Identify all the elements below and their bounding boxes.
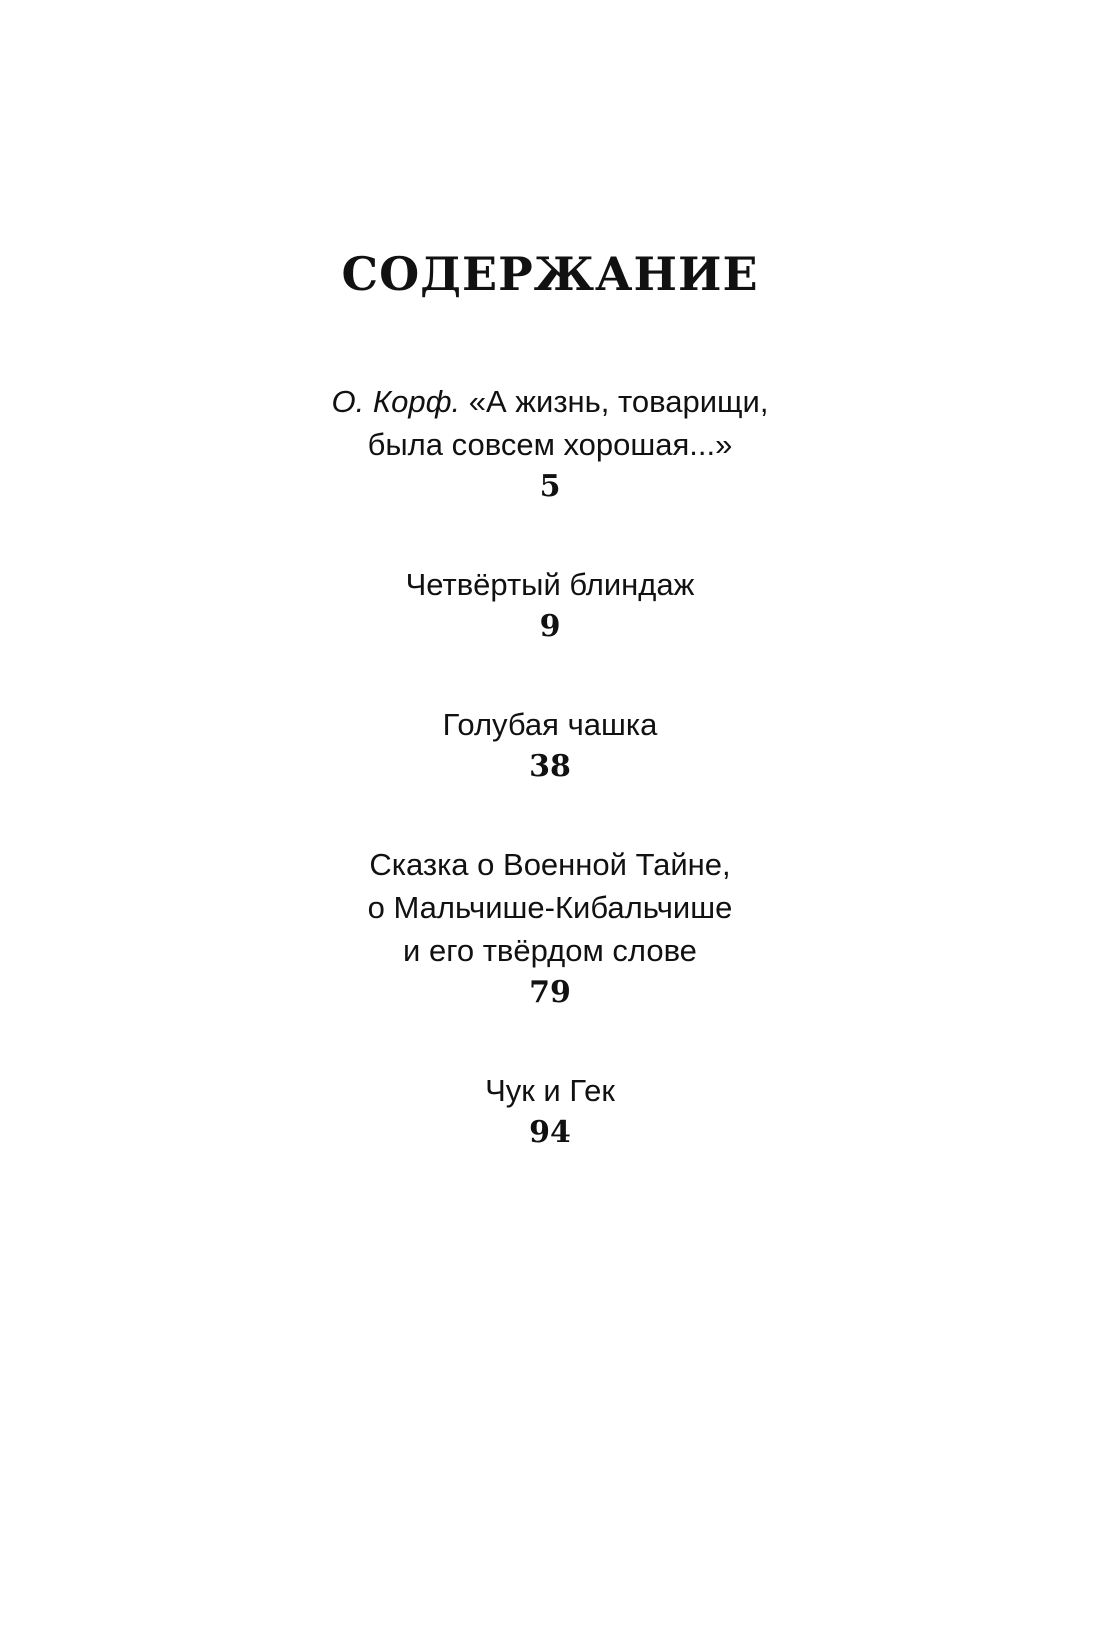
table-of-contents bbox=[0, 380, 1100, 1209]
toc-entry-title-text: «А жизнь, товарищи, bbox=[468, 384, 769, 419]
toc-entry-author: О. Корф. bbox=[331, 384, 461, 419]
toc-entry-fourth-dugout bbox=[0, 563, 1100, 647]
toc-entry-title-line: Сказка о Военной Тайне, bbox=[369, 847, 731, 882]
toc-entry-title-line: о Мальчише-Кибальчише bbox=[367, 890, 733, 925]
toc-entry-title-line bbox=[0, 380, 1100, 423]
toc-entry-page-number: 94 bbox=[529, 1115, 571, 1150]
toc-entry-page-number: 5 bbox=[539, 469, 561, 504]
toc-entry-page-number: 9 bbox=[539, 609, 561, 644]
toc-entry-page-number: 38 bbox=[529, 749, 571, 784]
toc-entry-title-line: и его твёрдом слове bbox=[403, 933, 697, 968]
toc-entry-military-secret-tale bbox=[0, 843, 1100, 1013]
toc-entry-blue-cup bbox=[0, 703, 1100, 787]
page-title: СОДЕРЖАНИЕ bbox=[341, 247, 759, 301]
toc-entry-title-line: Голубая чашка bbox=[442, 707, 658, 742]
toc-entry-chuk-and-gek bbox=[0, 1069, 1100, 1153]
toc-entry-korf-preface bbox=[0, 380, 1100, 507]
toc-entry-title-line: Четвёртый блиндаж bbox=[405, 567, 695, 602]
toc-entry-title-line: была совсем хорошая...» bbox=[367, 427, 733, 462]
toc-entry-page-number: 79 bbox=[529, 975, 571, 1010]
toc-entry-title-line: Чук и Гек bbox=[485, 1073, 615, 1108]
